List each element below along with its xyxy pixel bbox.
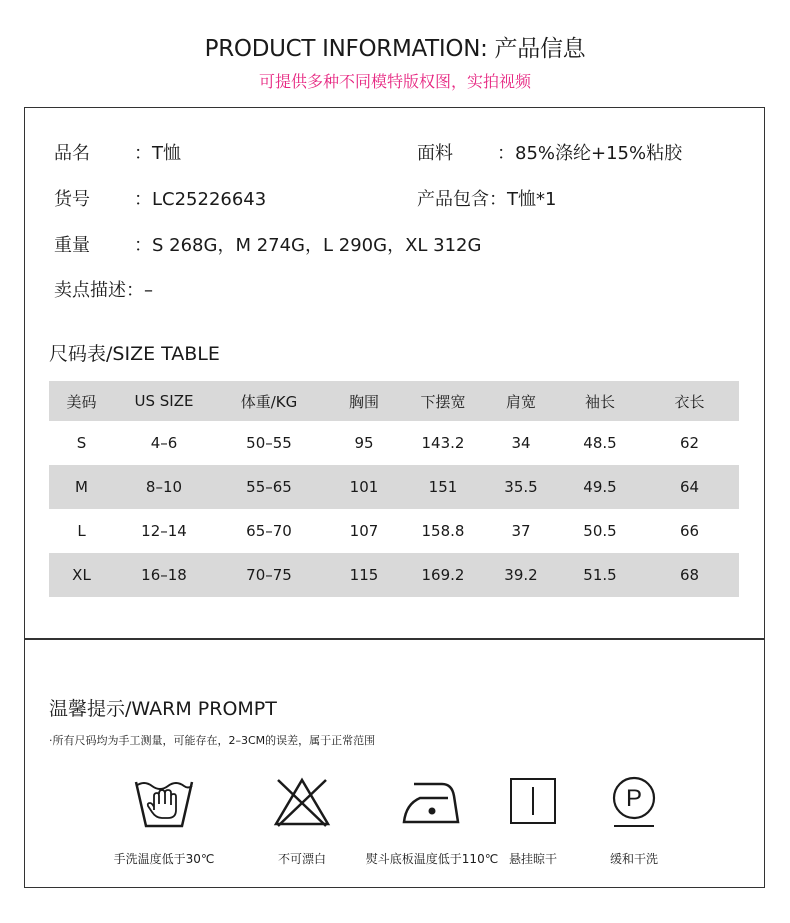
field-weight: 重量 ：S 268G，M 274G，L 290G，XL 312G bbox=[54, 235, 482, 256]
measurement-note: ·所有尺码均为手工测量，可能存在，2–3CM的误差，属于正常范围 bbox=[49, 734, 376, 747]
product-info-panel bbox=[24, 107, 765, 640]
table-cell: 107 bbox=[349, 522, 379, 540]
header-cell: 下摆宽 bbox=[404, 381, 482, 421]
field-sku: 货号 ：LC25226643 bbox=[54, 189, 267, 210]
header-cell: 衣长 bbox=[640, 381, 739, 421]
dry-clean-icon bbox=[602, 774, 666, 830]
table-cell: XL bbox=[49, 553, 114, 597]
table-cell: 158.8 bbox=[421, 522, 465, 540]
table-cell: 16–18 bbox=[114, 553, 214, 597]
table-cell: 151 bbox=[404, 465, 482, 509]
table-cell: 35.5 bbox=[482, 465, 560, 509]
table-cell: 49.5 bbox=[560, 465, 640, 509]
no-bleach-icon bbox=[270, 774, 334, 830]
table-cell: 12–14 bbox=[141, 522, 187, 540]
table-cell: 64 bbox=[640, 465, 739, 509]
care-title: 温馨提示/WARM PROMPT bbox=[49, 698, 277, 720]
table-cell: 95 bbox=[354, 434, 374, 452]
table-cell: 65–70 bbox=[246, 522, 292, 540]
table-row bbox=[49, 553, 739, 597]
table-cell: 115 bbox=[324, 553, 404, 597]
field-selling-points: 卖点描述：– bbox=[54, 280, 153, 301]
header-cell: 肩宽 bbox=[482, 381, 560, 421]
table-cell: 55–65 bbox=[214, 465, 324, 509]
iron-icon bbox=[400, 774, 464, 830]
table-cell: 34 bbox=[511, 434, 531, 452]
header-cell: 体重/KG bbox=[214, 381, 324, 421]
care-item-hang-dry bbox=[493, 774, 573, 867]
header-cell: 美码 bbox=[49, 381, 114, 421]
header-cell: 胸围 bbox=[324, 381, 404, 421]
care-item-hand-wash bbox=[99, 774, 229, 867]
table-cell: 143.2 bbox=[421, 434, 465, 452]
field-selling-value: ：– bbox=[126, 280, 153, 301]
size-table-title: 尺码表/SIZE TABLE bbox=[49, 343, 220, 365]
table-row bbox=[49, 465, 739, 509]
care-item-no-bleach bbox=[247, 774, 357, 867]
table-cell: 70–75 bbox=[214, 553, 324, 597]
table-row bbox=[49, 421, 739, 465]
care-label: 悬挂晾干 bbox=[508, 852, 557, 866]
field-includes-value: ：T恤*1 bbox=[489, 189, 557, 210]
table-cell: 169.2 bbox=[404, 553, 482, 597]
table-cell: 37 bbox=[511, 522, 531, 540]
field-name: 品名 ：T恤 bbox=[54, 143, 181, 164]
field-fabric-value: ：85%涤纶+15%粘胶 bbox=[497, 143, 683, 164]
hand-wash-icon bbox=[132, 774, 196, 830]
size-table bbox=[49, 381, 739, 597]
table-cell: 39.2 bbox=[482, 553, 560, 597]
care-panel bbox=[24, 638, 765, 888]
table-cell: M bbox=[49, 465, 114, 509]
table-cell: 66 bbox=[679, 522, 700, 540]
field-fabric: 面料 ：85%涤纶+15%粘胶 bbox=[417, 143, 683, 164]
table-cell: 8–10 bbox=[114, 465, 214, 509]
care-label: 缓和干洗 bbox=[609, 852, 658, 866]
dry-clean-symbol: P bbox=[625, 785, 643, 812]
table-cell: 68 bbox=[640, 553, 739, 597]
care-item-iron bbox=[347, 774, 517, 867]
care-label: 熨斗底板温度低于110℃ bbox=[365, 852, 499, 866]
table-cell: 50.5 bbox=[583, 522, 617, 540]
header-cell: US SIZE bbox=[114, 381, 214, 421]
field-sku-value: ：LC25226643 bbox=[134, 189, 267, 210]
field-includes: 产品包含：T恤*1 bbox=[417, 189, 557, 210]
table-row bbox=[49, 509, 739, 553]
table-cell: 50–55 bbox=[246, 434, 292, 452]
care-label: 手洗温度低于30℃ bbox=[113, 852, 215, 866]
table-cell: 101 bbox=[324, 465, 404, 509]
size-table-header bbox=[49, 381, 739, 421]
care-label: 不可漂白 bbox=[277, 852, 326, 866]
field-weight-value: ：S 268G，M 274G，L 290G，XL 312G bbox=[134, 235, 482, 256]
table-cell: 48.5 bbox=[583, 434, 617, 452]
table-cell: S bbox=[76, 434, 87, 452]
table-cell: L bbox=[77, 522, 86, 540]
table-cell: 4–6 bbox=[150, 434, 178, 452]
care-item-dry-clean bbox=[594, 774, 674, 867]
page-title: PRODUCT INFORMATION: 产品信息 bbox=[204, 36, 586, 62]
table-cell: 62 bbox=[679, 434, 700, 452]
header-cell: 袖长 bbox=[560, 381, 640, 421]
table-cell: 51.5 bbox=[560, 553, 640, 597]
page-subtitle: 可提供多种不同模特版权图，实拍视频 bbox=[258, 72, 531, 91]
hang-dry-icon bbox=[501, 774, 565, 830]
field-name-value: ：T恤 bbox=[134, 143, 181, 164]
